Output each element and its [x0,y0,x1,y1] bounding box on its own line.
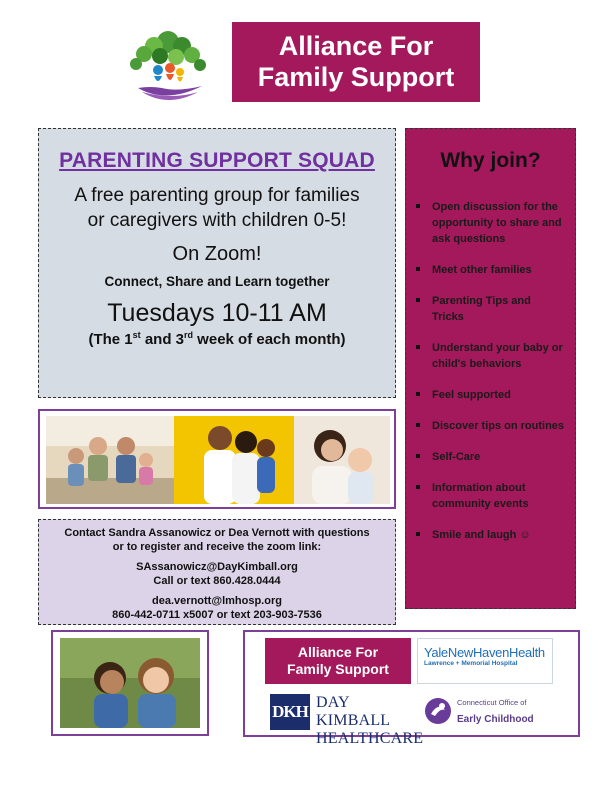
week-post: week of each month) [193,331,346,348]
contact-email-2[interactable]: dea.vernott@lmhosp.org [152,595,282,607]
ct-line2: Early Childhood [457,714,534,725]
family-tree-logo-icon [118,28,218,106]
contact-box [38,519,396,625]
couple-photo [174,416,294,504]
ct-line1: Connecticut Office of [457,698,527,707]
contact-intro-line2: or to register and receive the zoom link: [112,541,322,553]
alliance-line1: Alliance For [297,644,379,660]
schedule: Tuesdays 10-11 AM [107,299,327,327]
week-pre: (The 1 [88,331,133,348]
dkh-line2: HEALTHCARE [316,730,424,747]
main-info-box [38,128,396,398]
mother-baby-photo [294,416,390,504]
subtitle-line1: A free parenting group for families [74,185,360,206]
list-item: Meet other families [432,262,565,278]
yale-sub: Lawrence + Memorial Hospital [424,660,518,667]
brand-banner [232,22,480,102]
list-item: Feel supported [432,387,565,403]
contact-email-1[interactable]: SAssanowicz@DayKimball.org [136,561,298,573]
alliance-line2: Family Support [287,661,389,677]
list-item: Discover tips on routines [432,420,565,432]
family-photo [46,416,174,504]
list-item: Understand your baby or child's behaviors [432,340,565,372]
subtitle-line2: or caregivers with children 0-5! [87,210,347,231]
zoom-note: On Zoom! [172,243,262,265]
contact-phone-1: Call or text 860.428.0444 [153,575,281,587]
dkh-mark: DKH [270,694,310,730]
dkh-text [316,694,423,748]
connect-tagline: Connect, Share and Learn together [104,274,330,289]
dkh-line1: DAY KIMBALL [316,694,391,729]
list-item: Information about community events [432,480,565,512]
child-photo-frame [51,630,209,736]
partner-logos-box [243,630,580,747]
contact-intro-line1: Contact Sandra Assanowicz or Dea Vernott with questions [64,527,370,539]
why-join-title: Why join? [440,149,541,172]
subtitle [39,183,395,233]
week-sup-1: st [132,330,141,340]
brand-line2: Family Support [257,62,455,92]
day-kimball-logo [270,692,424,747]
brand-line1: Alliance For [278,31,434,61]
yale-name: YaleNewHavenHealth [424,645,545,660]
week-mid: and 3 [140,331,185,348]
photo-strip [38,409,396,509]
ct-early-childhood-logo [423,692,557,732]
page-title: PARENTING SUPPORT SQUAD [59,149,375,172]
ct-early-childhood-icon [423,696,453,726]
list-item: Parenting Tips and Tricks [432,293,565,325]
week-note [39,330,395,348]
why-join-box [405,128,576,609]
list-item: Smile and laugh ☺ [432,527,565,543]
list-item: Open discussion for the opportunity to share and ask questions [432,199,565,247]
alliance-logo [265,638,411,684]
list-item: Self-Care [432,449,565,465]
mother-child-photo [60,638,200,728]
yale-logo [417,638,553,684]
contact-phone-2: 860-442-0711 x5007 or text 203-903-7536 [112,609,322,621]
week-sup-2: rd [184,330,194,340]
why-join-list [406,199,575,543]
